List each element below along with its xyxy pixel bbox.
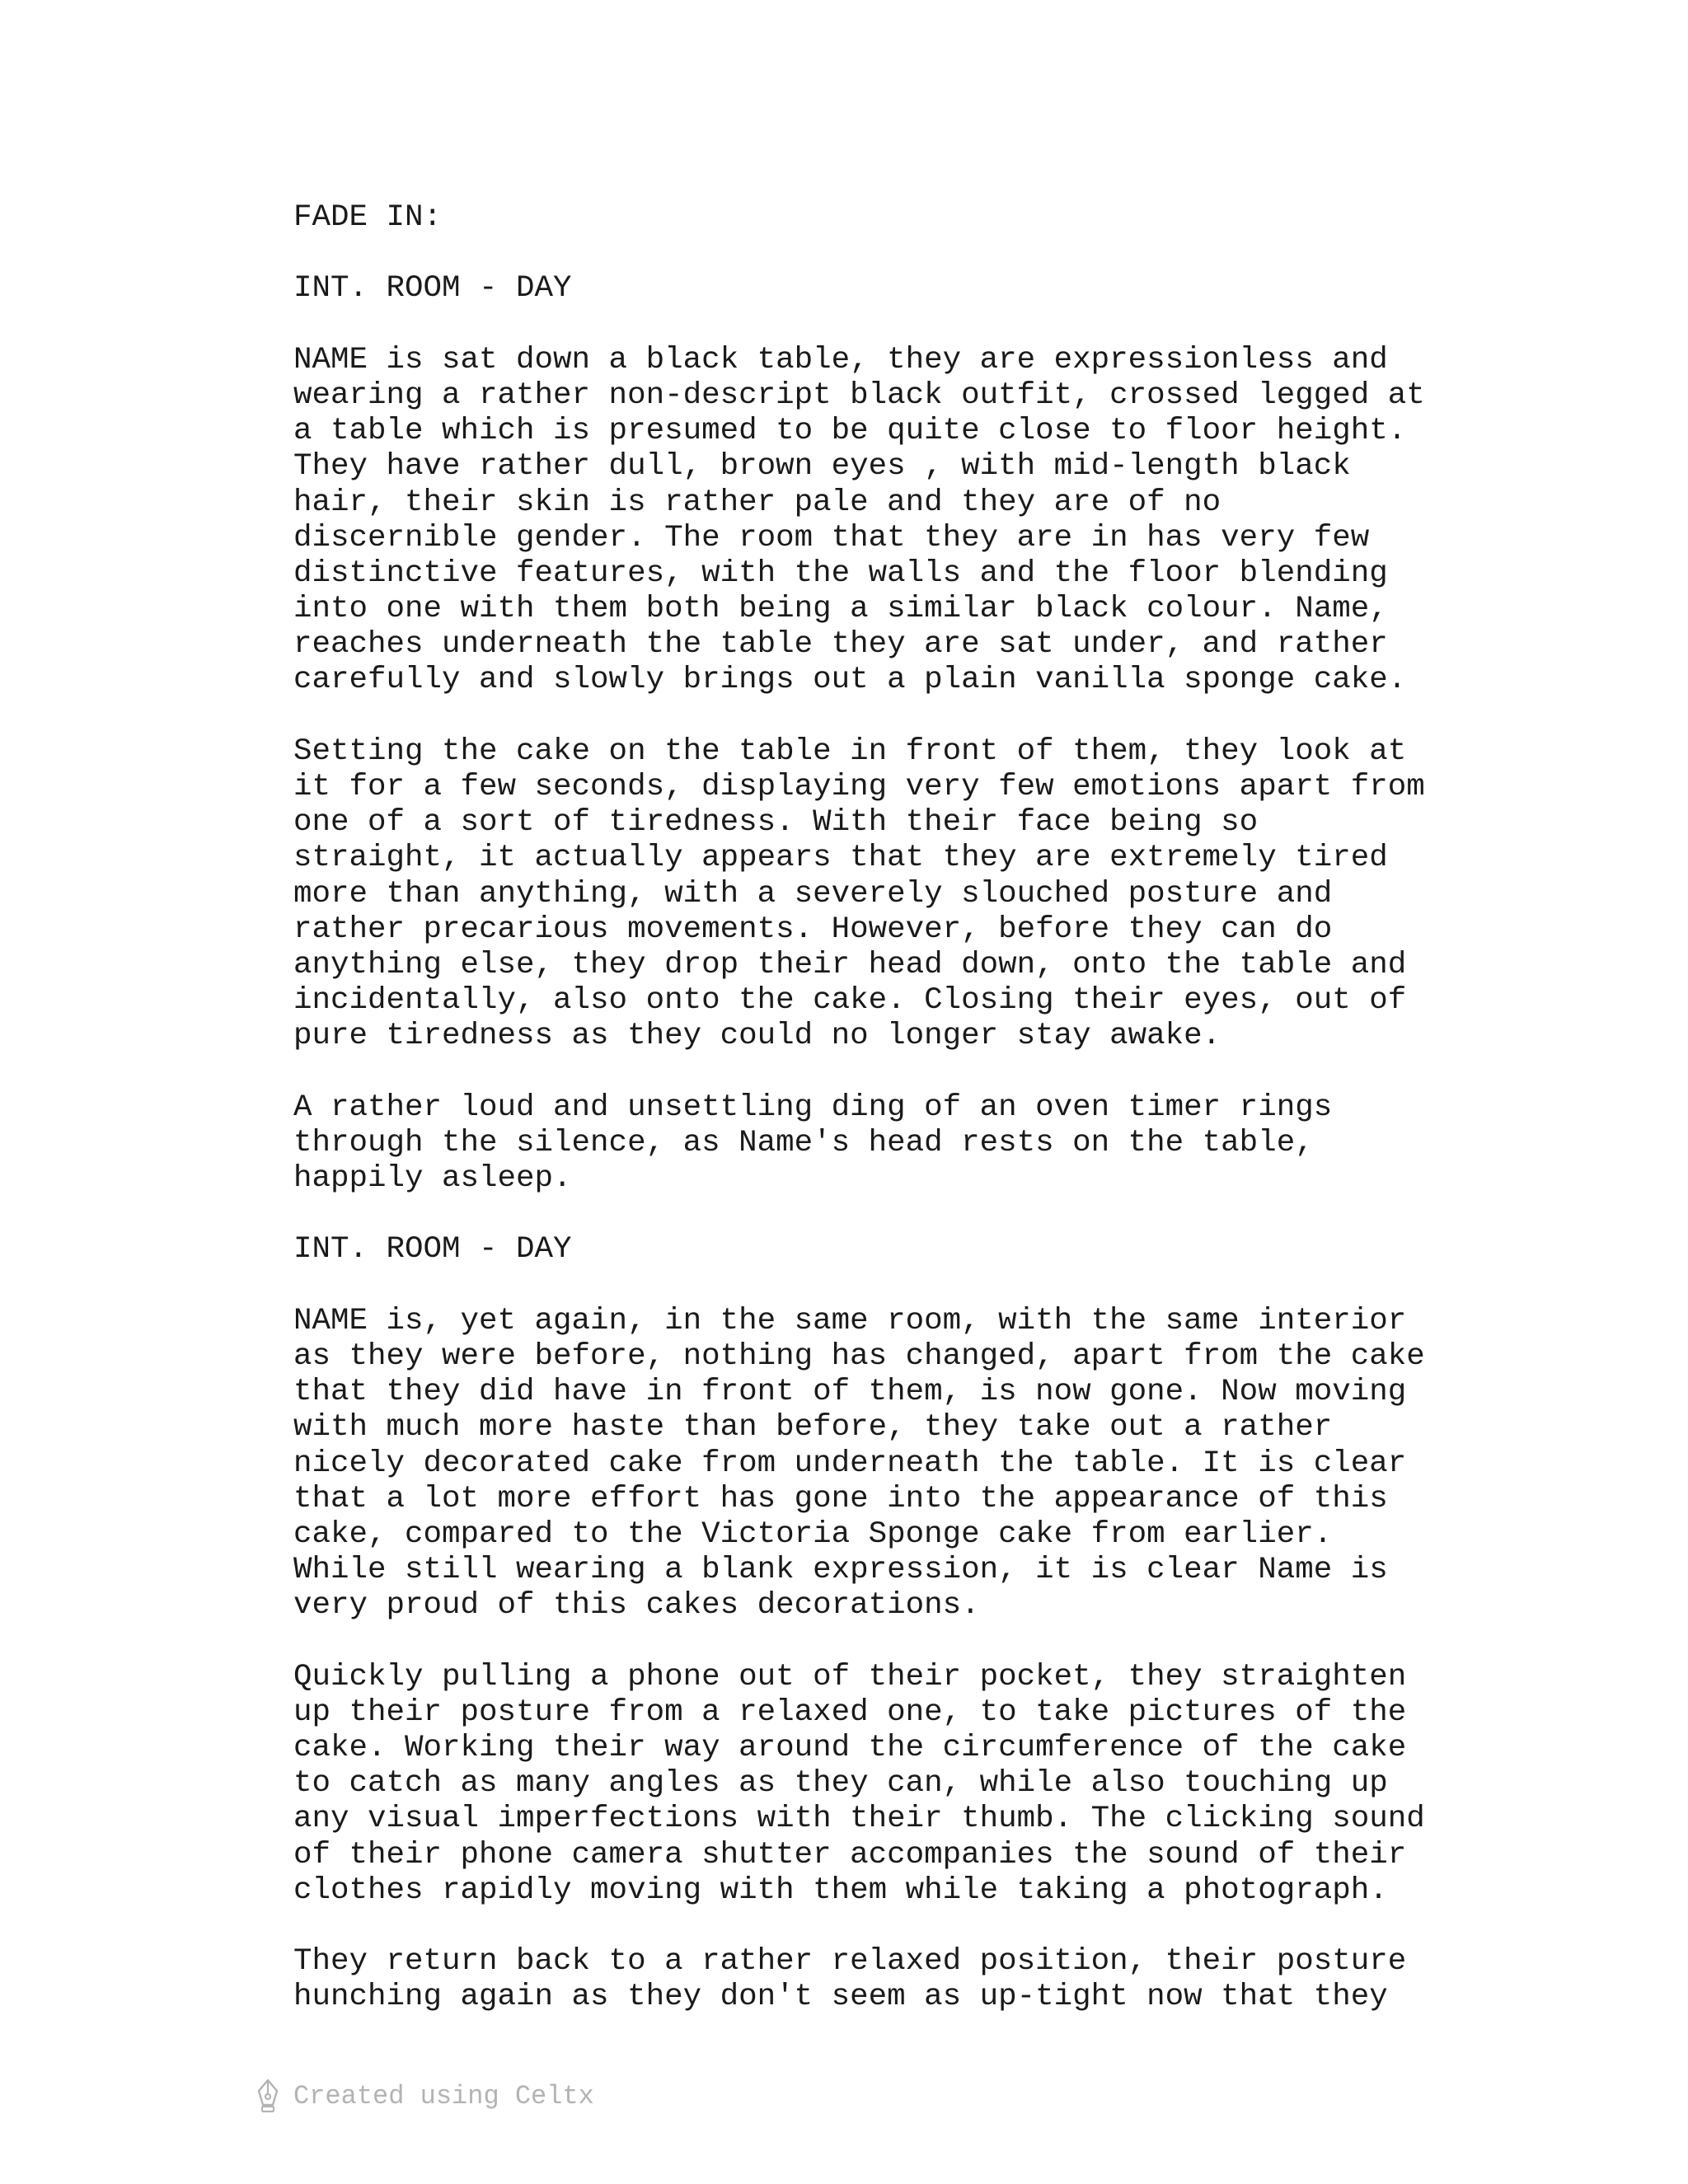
action-paragraph (293, 734, 1513, 1055)
script-line: more than anything, with a severely slouched posture and (293, 876, 1333, 912)
script-line: straight, it actually appears that they are extremely tired (293, 841, 1388, 876)
script-line: FADE IN: (293, 200, 443, 235)
fountain-pen-nib-icon (254, 2078, 282, 2114)
script-line: A rather loud and unsettling ding of an oven timer rings (293, 1090, 1333, 1125)
script-line: happily asleep. (293, 1161, 572, 1197)
script-line: pure tiredness as they could no longer stay awake. (293, 1019, 1221, 1054)
action-paragraph (293, 1944, 1513, 2015)
script-line: They return back to a rather relaxed position, their posture (293, 1944, 1407, 1980)
footer-text: Created using Celtx (293, 2080, 594, 2111)
script-line: reaches underneath the table they are sat under, and rather (293, 627, 1388, 663)
script-line: INT. ROOM - DAY (293, 1232, 572, 1268)
script-line: NAME is, yet again, in the same room, with the same interior (293, 1303, 1407, 1338)
action-paragraph (293, 343, 1513, 699)
script-line: While still wearing a blank expression, it is clear Name is (293, 1553, 1388, 1588)
script-line: up their posture from a relaxed one, to take pictures of the (293, 1694, 1407, 1730)
footer-watermark (254, 2076, 594, 2116)
script-line: Quickly pulling a phone out of their pocket, they straighten (293, 1659, 1407, 1694)
script-line: hair, their skin is rather pale and they are of no (293, 485, 1221, 520)
script-line: carefully and slowly brings out a plain vanilla sponge cake. (293, 663, 1407, 698)
script-line: it for a few seconds, displaying very few emotions apart from (293, 770, 1425, 804)
scene-heading (293, 1232, 1513, 1268)
script-line: Setting the cake on the table in front of them, they look at (293, 733, 1407, 769)
action-paragraph (293, 1304, 1513, 1624)
script-line: cake, compared to the Victoria Sponge cake from earlier. (293, 1516, 1333, 1552)
script-line: that a lot more effort has gone into the appearance of this (293, 1481, 1388, 1516)
script-line: that they did have in front of them, is now gone. Now moving (293, 1375, 1407, 1410)
script-line: to catch as many angles as they can, while also touching up (293, 1766, 1388, 1802)
script-line: distinctive features, with the walls and the floor blending (293, 555, 1388, 591)
script-line: hunching again as they don't seem as up-tight now that they (293, 1980, 1388, 2015)
script-line: wearing a rather non-descript black outfit, crossed legged at (293, 377, 1425, 413)
script-line: as they were before, nothing has changed, apart from the cake (293, 1339, 1425, 1374)
script-line: cake. Working their way around the circumference of the cake (293, 1731, 1407, 1766)
transition (293, 200, 1513, 236)
action-paragraph (293, 1090, 1513, 1197)
scene-heading (293, 271, 1513, 307)
script-body (293, 200, 1513, 2051)
script-line: anything else, they drop their head down, onto the table and (293, 947, 1407, 982)
script-line: one of a sort of tiredness. With their face being so (293, 805, 1259, 841)
script-line: a table which is presumed to be quite close to floor height. (293, 414, 1407, 449)
script-line: through the silence, as Name's head rests on the table, (293, 1125, 1314, 1160)
script-line: of their phone camera shutter accompanies the sound of their (293, 1837, 1407, 1872)
script-line: nicely decorated cake from underneath the table. It is clear (293, 1446, 1407, 1481)
script-line: NAME is sat down a black table, they are expressionless and (293, 342, 1388, 377)
script-line: clothes rapidly moving with them while taking a photograph. (293, 1872, 1388, 1908)
script-line: They have rather dull, brown eyes , with mid-length black (293, 449, 1351, 485)
script-line: any visual imperfections with their thumb. The clicking sound (293, 1802, 1425, 1837)
script-line: discernible gender. The room that they are in has very few (293, 520, 1370, 555)
script-line: very proud of this cakes decorations. (293, 1588, 980, 1624)
script-line: INT. ROOM - DAY (293, 271, 572, 307)
script-line: rather precarious movements. However, before they can do (293, 912, 1333, 947)
action-paragraph (293, 1660, 1513, 1909)
script-line: incidentally, also onto the cake. Closing their eyes, out of (293, 983, 1407, 1019)
script-line: into one with them both being a similar black colour. Name, (293, 592, 1388, 627)
script-line: with much more haste than before, they take out a rather (293, 1410, 1333, 1446)
